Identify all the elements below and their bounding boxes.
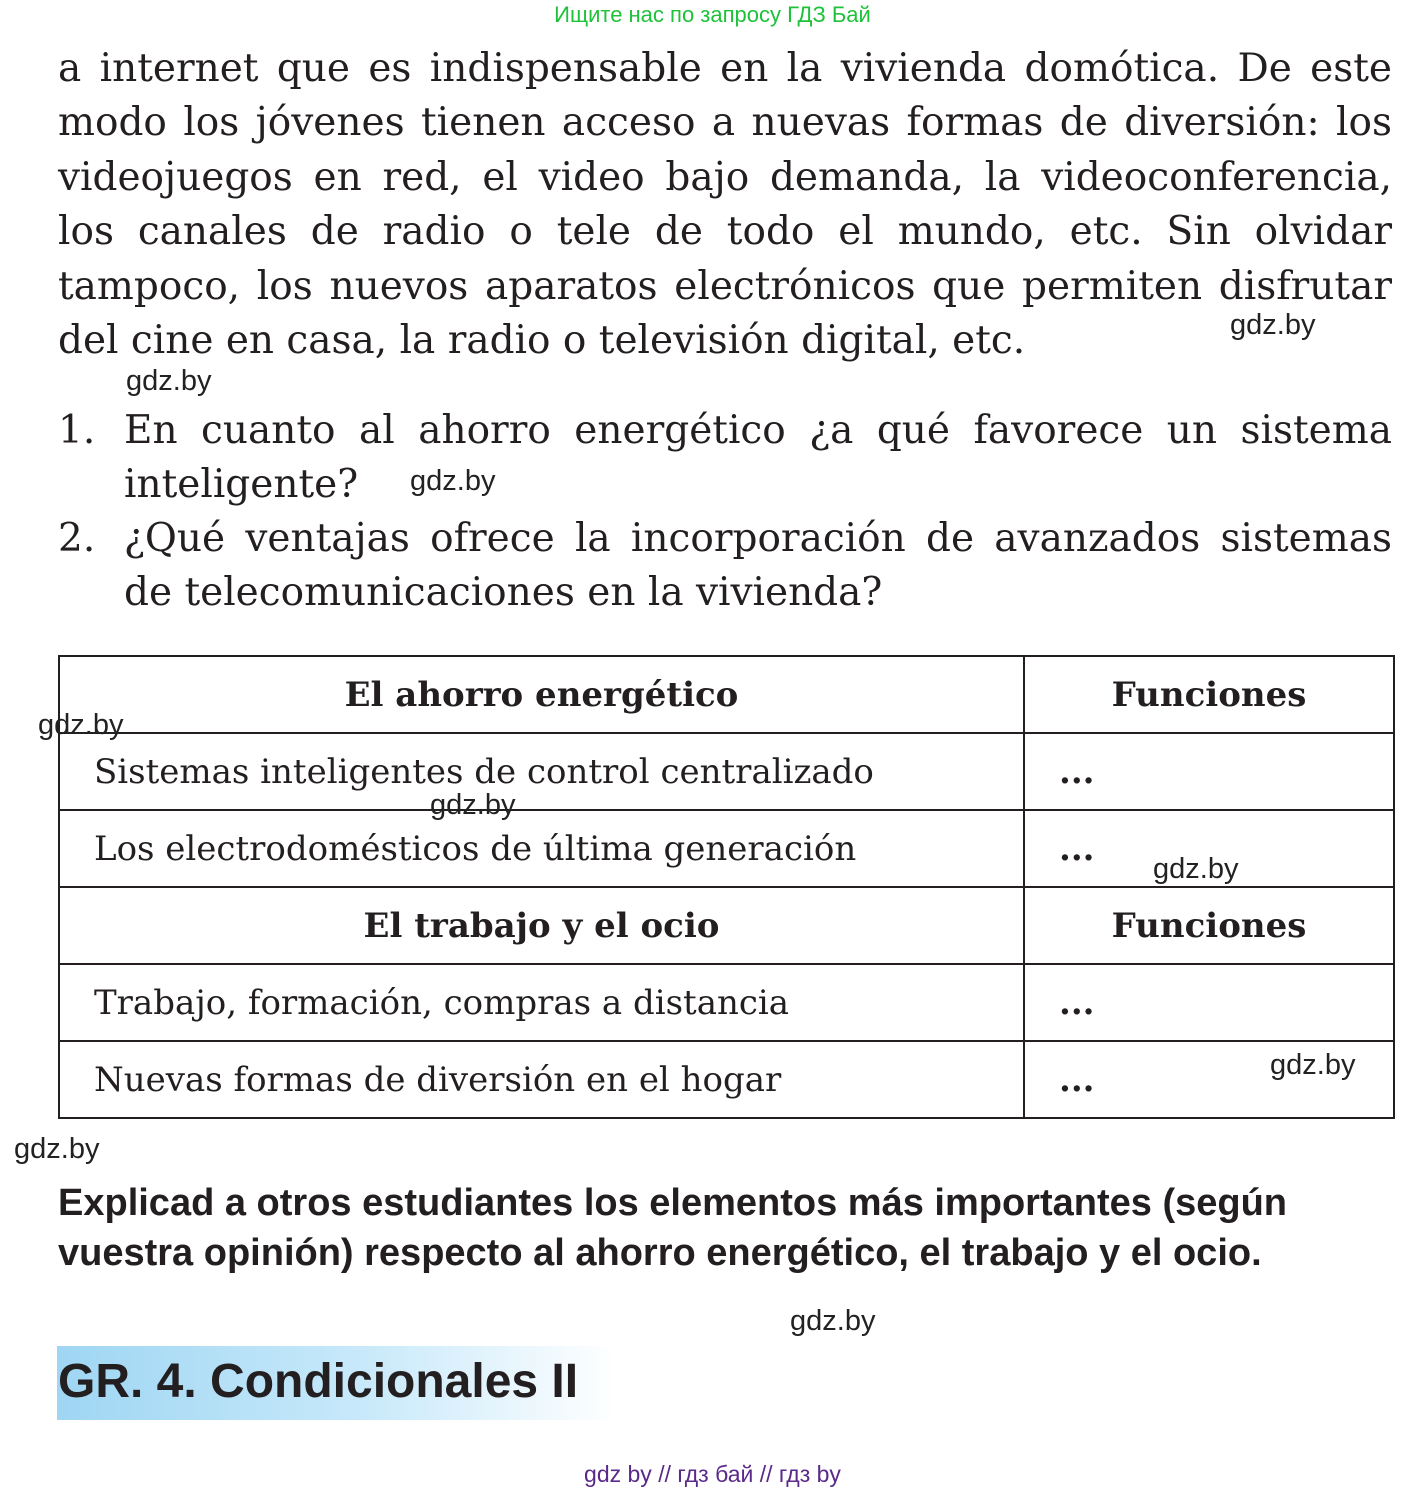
table-row [59,964,1394,1041]
question-1 [58,404,1392,512]
question-2-text: ¿Qué ventajas ofrece la incorporación de avanzados sistemas de telecomunicaciones en la vivienda? [124,516,1392,615]
question-2-number: 2. [58,516,96,561]
watermark: gdz.by [790,1305,876,1337]
watermark: gdz.by [126,365,212,397]
header-trabajo: El trabajo y el ocio [59,887,1024,964]
question-2 [58,512,1392,620]
watermark: gdz.by [410,465,496,497]
table-cell-value: ... [1024,964,1394,1041]
body-paragraph: a internet que es indispensable en la vivienda domótica. De este modo los jóvenes tienen acceso a nuevas formas de diversión: los videojuegos en red, el video bajo demanda, la videoconferencia, los canales de radio o tele de todo el mundo, etc. Sin olvidar tampoco, los nuevos aparatos electrónicos que permiten disfrutar del cine en casa, la radio o televisión digital, etc. [58,46,1392,364]
footer: gdz by // гдз бай // гдз by [584,1461,841,1487]
watermark: gdz.by [1270,1049,1356,1081]
table-row [59,733,1394,810]
watermark: gdz.by [430,789,516,821]
header-funciones: Funciones [1024,656,1394,733]
watermark: gdz.by [1153,853,1239,885]
table-cell-item: Sistemas inteligentes de control centralizado [59,733,1024,810]
watermark: gdz.by [1230,309,1316,341]
section-heading: GR. 4. Condicionales II [58,1355,579,1408]
table-cell-value: ... [1024,810,1394,887]
table-cell-value: ... [1024,1041,1394,1118]
top-banner: Ищите нас по запросу ГДЗ Бай [554,2,871,27]
table-header-row [59,887,1394,964]
table-header-row [59,656,1394,733]
header-funciones: Funciones [1024,887,1394,964]
question-1-text: En cuanto al ahorro energético ¿a qué favorece un sistema inteligente? [124,408,1392,507]
table-cell-item: Los electrodomésticos de última generación [59,810,1024,887]
watermark: gdz.by [38,709,124,741]
table-cell-item: Trabajo, formación, compras a distancia [59,964,1024,1041]
table-row [59,1041,1394,1118]
table-cell-value: ... [1024,733,1394,810]
watermark: gdz.by [14,1133,100,1165]
functions-table [58,655,1395,1119]
table-cell-item: Nuevas formas de diversión en el hogar [59,1041,1024,1118]
instruction-text: Explicad a otros estudiantes los elementos más importantes (según vuestra opinión) respecto al ahorro energético, el trabajo y el ocio. [58,1182,1288,1274]
header-ahorro: El ahorro energético [59,656,1024,733]
question-1-number: 1. [58,408,96,453]
